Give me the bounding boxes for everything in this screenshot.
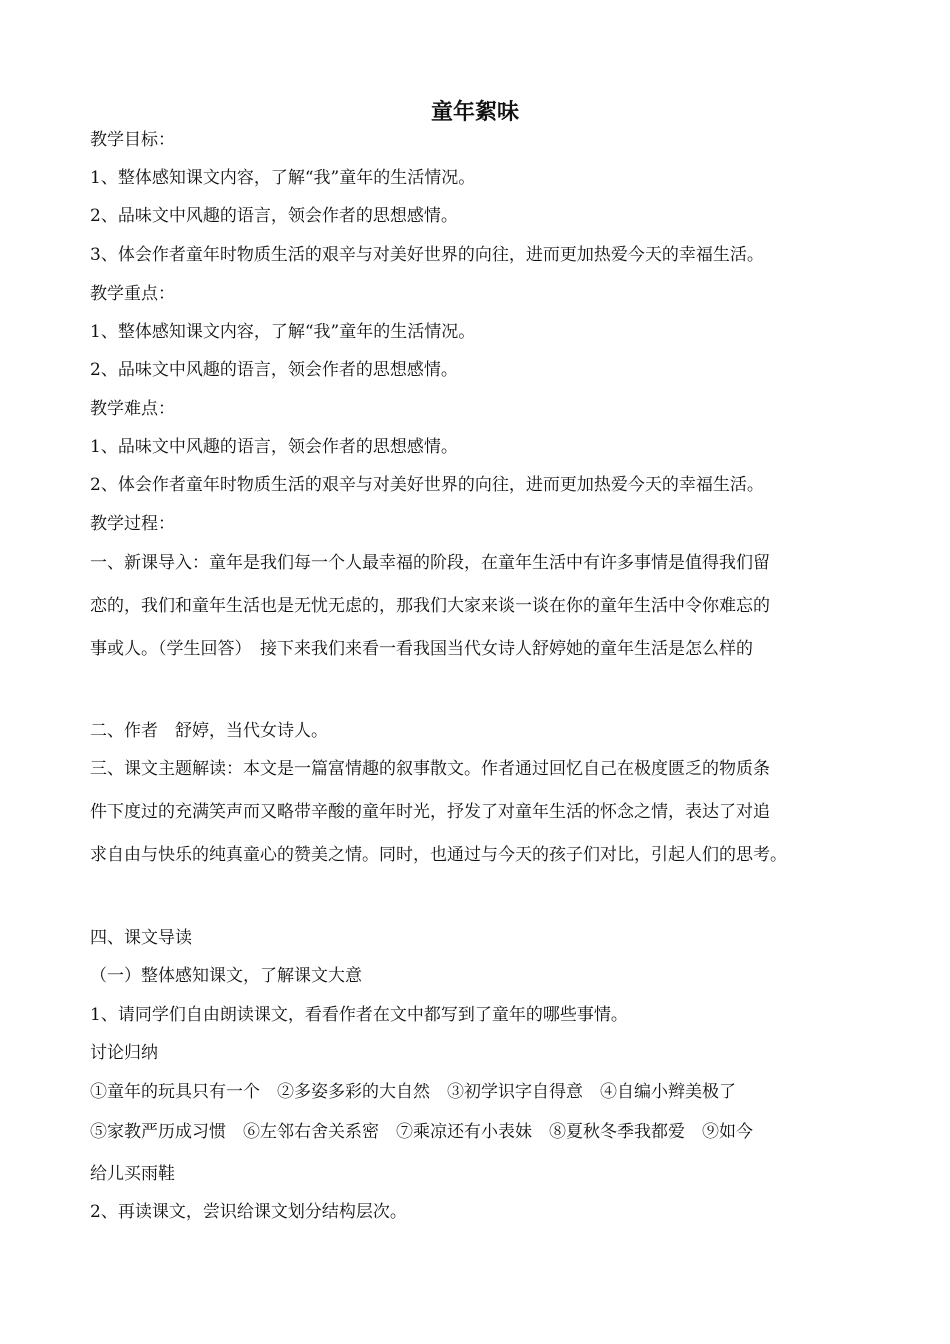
difficulty-2: 2、体会作者童年时物质生活的艰辛与对美好世界的向往，进而更加热爱今天的幸福生活。: [90, 475, 764, 495]
key-points-heading: 教学重点：: [90, 284, 175, 304]
intro-line-3: 事或人。（学生回答） 接下来我们来看一看我国当代女诗人舒婷她的童年生活是怎么样的: [90, 639, 753, 659]
objective-3: 3、体会作者童年时物质生活的艰辛与对美好世界的向往，进而更加热爱今天的幸福生活。: [90, 245, 764, 265]
objectives-heading: 教学目标：: [90, 130, 175, 150]
guide-question-2: 2、再读课文，尝识给课文划分结构层次。: [90, 1202, 407, 1222]
discussion-heading: 讨论归纳: [90, 1043, 158, 1063]
theme-line-3: 求自由与快乐的纯真童心的赞美之情。同时，也通过与今天的孩子们对比，引起人们的思考。: [90, 845, 787, 865]
key-point-1: 1、整体感知课文内容，了解“我”童年的生活情况。: [90, 322, 476, 342]
intro-line-2: 恋的，我们和童年生活也是无忧无虑的，那我们大家来谈一谈在你的童年生活中令你难忘的: [90, 596, 770, 616]
theme-line-2: 件下度过的充满笑声而又略带辛酸的童年时光，抒发了对童年生活的怀念之情，表达了对追: [90, 802, 770, 822]
summary-items-line-1: ①童年的玩具只有一个 ②多姿多彩的大自然 ③初学识字自得意 ④自编小辫美极了: [90, 1082, 736, 1102]
difficulty-1: 1、品味文中风趣的语言，领会作者的思想感情。: [90, 437, 458, 457]
process-heading: 教学过程：: [90, 514, 175, 534]
key-point-2: 2、品味文中风趣的语言，领会作者的思想感情。: [90, 360, 458, 380]
theme-line-1: 三、课文主题解读：本文是一篇富情趣的叙事散文。作者通过回忆自己在极度匮乏的物质条: [90, 759, 770, 779]
summary-items-line-2: ⑤家教严历成习惯 ⑥左邻右舍关系密 ⑦乘凉还有小表妹 ⑧夏秋冬季我都爱 ⑨如今: [90, 1122, 753, 1142]
intro-line-1: 一、新课导入：童年是我们每一个人最幸福的阶段，在童年生活中有许多事情是值得我们留: [90, 553, 770, 573]
guide-question-1: 1、请同学们自由朗读课文，看看作者在文中都写到了童年的哪些事情。: [90, 1005, 628, 1025]
guide-heading: 四、课文导读: [90, 928, 192, 948]
author-line: 二、作者 舒婷，当代女诗人。: [90, 721, 328, 741]
document-title: 童年絮味: [430, 100, 519, 125]
objective-2: 2、品味文中风趣的语言，领会作者的思想感情。: [90, 206, 458, 226]
difficulties-heading: 教学难点：: [90, 399, 175, 419]
summary-items-line-3: 给儿买雨鞋: [90, 1164, 175, 1184]
objective-1: 1、整体感知课文内容，了解“我”童年的生活情况。: [90, 168, 476, 188]
guide-subheading: （一）整体感知课文，了解课文大意: [90, 966, 362, 986]
